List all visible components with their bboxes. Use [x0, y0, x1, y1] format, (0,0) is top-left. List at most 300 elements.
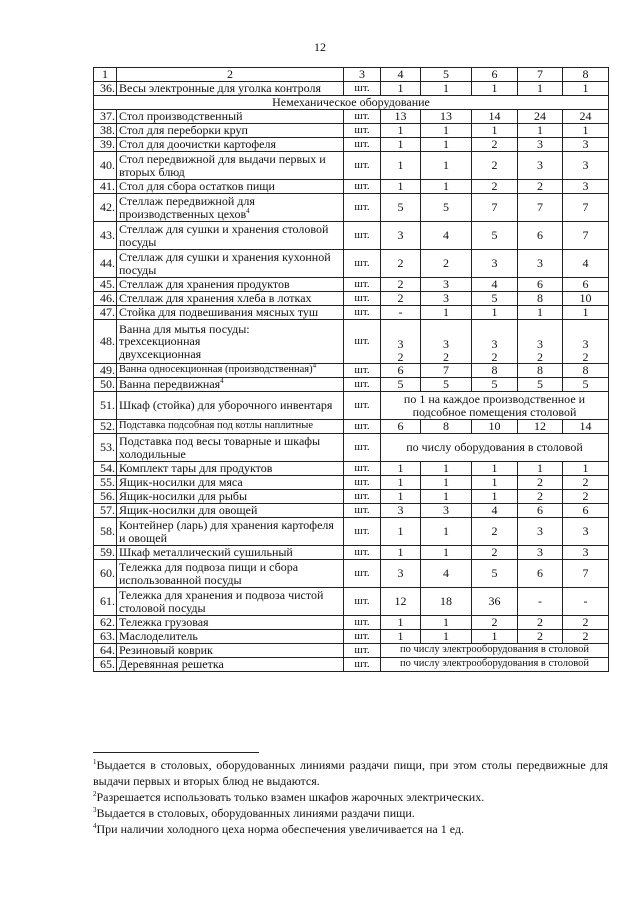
section-title: Немеханическое оборудование: [94, 96, 609, 110]
value-cell: 5: [472, 222, 518, 250]
row-number: 51.: [94, 392, 117, 420]
value-cell: 3: [518, 250, 563, 278]
row-number: 60.: [94, 560, 117, 588]
value-cell: 4: [472, 278, 518, 292]
item-name-text: Ящик-носилки для овощей: [119, 503, 258, 518]
page-number: 12: [314, 40, 326, 54]
value-cell: 1: [381, 616, 421, 630]
unit-cell: шт.: [344, 476, 381, 490]
footnote-text: Выдается в столовых, оборудованных линиями раздачи пищи, при этом столы передвижные для выдачи первых и вторых блюд не выдаются.: [93, 758, 608, 788]
footnote-1: [93, 757, 608, 789]
value-cell: 5: [421, 194, 472, 222]
unit-cell: шт.: [344, 180, 381, 194]
value-cell: 12: [381, 588, 421, 616]
value-cell: 7: [472, 194, 518, 222]
header-cell: 7: [518, 68, 563, 82]
table-row: [94, 124, 609, 138]
value-cell: 1: [472, 306, 518, 320]
item-name: [117, 476, 344, 490]
table-row: [94, 546, 609, 560]
item-name-text: Стеллаж для хранения хлеба в лотках: [119, 291, 312, 306]
unit-cell: шт.: [344, 222, 381, 250]
value-cell: 36: [472, 588, 518, 616]
value-cell: -: [563, 588, 609, 616]
item-subline: трехсекционная: [119, 334, 201, 349]
value-cell: 3: [381, 504, 421, 518]
value-cell: 3: [563, 180, 609, 194]
unit-cell: шт.: [344, 378, 381, 392]
item-name-text: Подставка под весы товарные и шкафы холодильные: [119, 434, 321, 461]
value-cell: 2: [472, 152, 518, 180]
value-cell: 2: [381, 292, 421, 306]
section-row: [94, 96, 609, 110]
value-cell: 2: [381, 250, 421, 278]
item-name: [117, 644, 344, 658]
item-name: [117, 278, 344, 292]
table-row: [94, 278, 609, 292]
value-cell: 1: [421, 546, 472, 560]
unit-cell: шт.: [344, 292, 381, 306]
unit-cell: шт.: [344, 110, 381, 124]
value-cell: 6: [381, 420, 421, 434]
value-cell: 2: [518, 490, 563, 504]
value-cell: 1: [518, 82, 563, 96]
value-cell: 2: [518, 630, 563, 644]
value-cell: 1: [421, 138, 472, 152]
item-name: [117, 504, 344, 518]
row-number: 61.: [94, 588, 117, 616]
value-cell: 8: [563, 364, 609, 378]
value-cell: 1: [518, 462, 563, 476]
item-name: [117, 292, 344, 306]
unit-cell: шт.: [344, 194, 381, 222]
row-number: 50.: [94, 378, 117, 392]
value-cell: 3 2: [563, 320, 609, 364]
item-name-text: Стол для сбора остатков пищи: [119, 179, 275, 194]
value-cell: 3: [563, 518, 609, 546]
footnote-mark: 3: [93, 806, 97, 814]
footnote-mark: 2: [93, 790, 97, 798]
value-cell: 3: [518, 152, 563, 180]
value-cell: 1: [421, 306, 472, 320]
item-subline: двухсекционная: [119, 346, 202, 361]
value-cell: 1: [472, 462, 518, 476]
item-name-text: Тележка для подвоза пищи и сбора использованной посуды: [119, 560, 299, 587]
table-row: [94, 392, 609, 420]
table-row: [94, 490, 609, 504]
unit-cell: шт.: [344, 644, 381, 658]
item-name-text: Контейнер (ларь) для хранения картофеля и овощей: [119, 518, 334, 545]
value-cell: 1: [472, 124, 518, 138]
value-cell: 1: [421, 616, 472, 630]
item-name-text: Ящик-носилки для мяса: [119, 475, 243, 490]
value-cell: 3: [518, 138, 563, 152]
item-name-text: Стол передвижной для выдачи первых и вторых блюд: [119, 152, 326, 179]
value-cell: 2: [472, 546, 518, 560]
value-cell: 4: [421, 560, 472, 588]
item-name: [117, 658, 344, 672]
item-name-text: Шкаф (стойка) для уборочного инвентаря: [119, 398, 333, 413]
value-cell: 1: [472, 82, 518, 96]
unit-cell: шт.: [344, 490, 381, 504]
value-cell: 1: [421, 476, 472, 490]
item-name: [117, 378, 344, 392]
table-row: [94, 378, 609, 392]
table-row: [94, 658, 609, 672]
item-name: [117, 138, 344, 152]
value-cell: 24: [563, 110, 609, 124]
item-name-text: Стеллаж для сушки и хранения столовой посуды: [119, 222, 329, 249]
equipment-table: [93, 67, 609, 672]
item-name: [117, 124, 344, 138]
item-name: [117, 434, 344, 462]
value-cell: 1: [421, 124, 472, 138]
span-value: по числу электрооборудования в столовой: [381, 658, 609, 672]
value-cell: 1: [421, 180, 472, 194]
item-name: [117, 462, 344, 476]
item-name: [117, 630, 344, 644]
value-cell: 1: [421, 630, 472, 644]
row-number: 63.: [94, 630, 117, 644]
unit-cell: шт.: [344, 420, 381, 434]
value-cell: 3: [563, 138, 609, 152]
value-cell: 3: [381, 222, 421, 250]
value-cell: 3: [421, 504, 472, 518]
value-cell: 5: [472, 560, 518, 588]
row-number: 46.: [94, 292, 117, 306]
value-cell: 7: [421, 364, 472, 378]
unit-cell: шт.: [344, 152, 381, 180]
item-name-text: Стеллаж для хранения продуктов: [119, 277, 290, 292]
item-name-text: Тележка грузовая: [119, 615, 209, 630]
value-cell: 2: [472, 180, 518, 194]
unit-cell: шт.: [344, 138, 381, 152]
value-cell: 14: [472, 110, 518, 124]
row-number: 38.: [94, 124, 117, 138]
value-cell: 1: [421, 518, 472, 546]
row-number: 43.: [94, 222, 117, 250]
table-row: [94, 630, 609, 644]
item-name-text: Маслоделитель: [119, 629, 198, 644]
row-number: 62.: [94, 616, 117, 630]
table-row: [94, 560, 609, 588]
value-cell: 2: [518, 180, 563, 194]
value-cell: 3: [472, 250, 518, 278]
item-name-text: Стойка для подвешивания мясных туш: [119, 305, 319, 320]
footnote-ref: 4: [312, 363, 317, 370]
footnote-ref: 4: [246, 206, 250, 215]
value-cell: 1: [381, 546, 421, 560]
value-cell: 3: [421, 278, 472, 292]
table-row: [94, 616, 609, 630]
header-cell: 4: [381, 68, 421, 82]
item-name: [117, 320, 344, 364]
value-cell: 1: [381, 152, 421, 180]
unit-cell: шт.: [344, 250, 381, 278]
value-cell: 4: [563, 250, 609, 278]
footnotes: [93, 757, 608, 837]
unit-cell: шт.: [344, 392, 381, 420]
value-cell: 2: [563, 630, 609, 644]
item-name: [117, 518, 344, 546]
unit-cell: шт.: [344, 124, 381, 138]
item-name: [117, 490, 344, 504]
item-name-text: Стол производственный: [119, 109, 243, 124]
value-cell: 6: [518, 222, 563, 250]
value-cell: 5: [563, 378, 609, 392]
span-value: по числу электрооборудования в столовой: [381, 644, 609, 658]
value-cell: 1: [381, 630, 421, 644]
header-cell: 8: [563, 68, 609, 82]
table-row: [94, 138, 609, 152]
row-number: 56.: [94, 490, 117, 504]
footnote-2: [93, 789, 608, 805]
value-cell: 5: [421, 378, 472, 392]
row-number: 54.: [94, 462, 117, 476]
row-number: 59.: [94, 546, 117, 560]
value-cell: 7: [563, 560, 609, 588]
span-value: по числу оборудования в столовой: [381, 434, 609, 462]
value-cell: 6: [563, 504, 609, 518]
item-name-text: Резиновый коврик: [119, 643, 213, 658]
unit-cell: шт.: [344, 546, 381, 560]
row-number: 58.: [94, 518, 117, 546]
unit-cell: шт.: [344, 518, 381, 546]
unit-cell: шт.: [344, 462, 381, 476]
value-cell: 3: [381, 560, 421, 588]
value-cell: 13: [381, 110, 421, 124]
value-cell: 7: [563, 194, 609, 222]
value-cell: 5: [381, 194, 421, 222]
value-cell: 1: [381, 490, 421, 504]
item-name-text: Стол для переборки круп: [119, 123, 248, 138]
item-name-text: Ванна односекционная (производственная): [119, 364, 313, 376]
value-cell: 6: [518, 504, 563, 518]
value-cell: 3: [518, 546, 563, 560]
table-row: [94, 518, 609, 546]
item-name: [117, 392, 344, 420]
value-cell: 3 2: [472, 320, 518, 364]
value-cell: 10: [563, 292, 609, 306]
footnote-rule: [93, 752, 259, 753]
value-cell: 1: [421, 152, 472, 180]
value-cell: 4: [472, 504, 518, 518]
row-number: 47.: [94, 306, 117, 320]
value-cell: 7: [563, 222, 609, 250]
footnote-text: Выдается в столовых, оборудованных линиями раздачи пищи.: [96, 806, 415, 820]
value-cell: 10: [472, 420, 518, 434]
table-row: [94, 462, 609, 476]
value-cell: 5: [472, 292, 518, 306]
footnote-4: [93, 821, 608, 837]
table-row: [94, 588, 609, 616]
value-cell: 1: [421, 462, 472, 476]
table-row: [94, 110, 609, 124]
value-cell: 1: [381, 82, 421, 96]
item-name: [117, 180, 344, 194]
value-cell: 13: [421, 110, 472, 124]
footnote-text: Разрешается использовать только взамен шкафов жарочных электрических.: [96, 790, 485, 804]
value-cell: 2: [472, 616, 518, 630]
value-cell: 6: [518, 278, 563, 292]
value-cell: -: [381, 306, 421, 320]
item-name: [117, 616, 344, 630]
row-number: 39.: [94, 138, 117, 152]
table-row: [94, 180, 609, 194]
row-number: 40.: [94, 152, 117, 180]
header-row: [94, 68, 609, 82]
table-row: [94, 504, 609, 518]
value-cell: 2: [518, 476, 563, 490]
row-number: 53.: [94, 434, 117, 462]
item-name-text: Стеллаж для сушки и хранения кухонной посуды: [119, 250, 331, 277]
table-row: [94, 292, 609, 306]
unit-cell: шт.: [344, 434, 381, 462]
table-row: [94, 222, 609, 250]
row-number: 42.: [94, 194, 117, 222]
value-cell: 8: [421, 420, 472, 434]
row-number: 45.: [94, 278, 117, 292]
unit-cell: шт.: [344, 320, 381, 364]
value-cell: 3 2: [381, 320, 421, 364]
item-name: [117, 250, 344, 278]
unit-cell: шт.: [344, 560, 381, 588]
value-cell: 2: [563, 476, 609, 490]
unit-cell: шт.: [344, 504, 381, 518]
item-name: [117, 560, 344, 588]
value-cell: 1: [518, 306, 563, 320]
footnote-text: При наличии холодного цеха норма обеспечения увеличивается на 1 ед.: [96, 822, 465, 836]
value-cell: 18: [421, 588, 472, 616]
span-value: по 1 на каждое производственное и подсобное помещения столовой: [381, 392, 609, 420]
unit-cell: шт.: [344, 658, 381, 672]
header-cell: 5: [421, 68, 472, 82]
value-cell: 14: [563, 420, 609, 434]
footnote-3: [93, 805, 608, 821]
value-cell: 2: [518, 616, 563, 630]
value-cell: 1: [563, 124, 609, 138]
table-row: [94, 320, 609, 364]
item-name-text: Ванна для мытья посуды:: [119, 321, 250, 336]
value-cell: 1: [381, 518, 421, 546]
value-cell: 3: [563, 152, 609, 180]
row-number: 64.: [94, 644, 117, 658]
value-cell: 1: [472, 630, 518, 644]
value-cell: 1: [472, 490, 518, 504]
value-cell: 3: [421, 292, 472, 306]
value-cell: 6: [518, 560, 563, 588]
item-name-text: Шкаф металлический сушильный: [119, 545, 293, 560]
value-cell: 1: [563, 82, 609, 96]
item-name: [117, 152, 344, 180]
value-cell: 5: [381, 378, 421, 392]
value-cell: 12: [518, 420, 563, 434]
value-cell: 1: [381, 476, 421, 490]
header-cell: 1: [94, 68, 117, 82]
table-row: [94, 152, 609, 180]
value-cell: 1: [421, 82, 472, 96]
footnote-mark: 4: [93, 822, 97, 830]
unit-cell: шт.: [344, 630, 381, 644]
footnote-ref: 4: [220, 377, 224, 386]
row-number: 48.: [94, 320, 117, 364]
item-name: [117, 546, 344, 560]
value-cell: 2: [381, 278, 421, 292]
row-number: 37.: [94, 110, 117, 124]
item-name-text: Подставка подсобная под котлы наплитные: [119, 420, 313, 432]
value-cell: 1: [381, 124, 421, 138]
item-name: [117, 222, 344, 250]
item-name: [117, 194, 344, 222]
unit-cell: шт.: [344, 278, 381, 292]
value-cell: 2: [563, 490, 609, 504]
table-row: [94, 194, 609, 222]
item-name: [117, 110, 344, 124]
row-number: 44.: [94, 250, 117, 278]
item-name-text: Ящик-носилки для рыбы: [119, 489, 248, 504]
row-number: 41.: [94, 180, 117, 194]
table-body: [94, 68, 609, 672]
table-row: [94, 476, 609, 490]
row-number: 55.: [94, 476, 117, 490]
value-cell: 1: [421, 490, 472, 504]
value-cell: 1: [472, 476, 518, 490]
row-number: 57.: [94, 504, 117, 518]
unit-cell: шт.: [344, 616, 381, 630]
value-cell: 8: [518, 364, 563, 378]
value-cell: 1: [563, 306, 609, 320]
item-name-text: Стол для доочистки картофеля: [119, 137, 276, 152]
value-cell: 2: [563, 616, 609, 630]
value-cell: 6: [563, 278, 609, 292]
value-cell: 1: [381, 180, 421, 194]
value-cell: 24: [518, 110, 563, 124]
value-cell: 1: [381, 138, 421, 152]
item-name-text: Комплект тары для продуктов: [119, 461, 273, 476]
value-cell: 2: [472, 138, 518, 152]
value-cell: 4: [421, 222, 472, 250]
value-cell: 6: [381, 364, 421, 378]
unit-cell: шт.: [344, 82, 381, 96]
value-cell: 3: [563, 546, 609, 560]
row-number: 36.: [94, 82, 117, 96]
value-cell: 1: [381, 462, 421, 476]
item-name-text: Стеллаж передвижной для производственных цехов: [119, 194, 255, 221]
item-name: [117, 420, 344, 434]
item-name-text: Тележка для хранения и подвоза чистой столовой посуды: [119, 588, 324, 615]
value-cell: 3 2: [421, 320, 472, 364]
row-number: 52.: [94, 420, 117, 434]
item-name: [117, 82, 344, 96]
value-cell: 2: [421, 250, 472, 278]
table-row: [94, 306, 609, 320]
table-row: [94, 82, 609, 96]
table-row: [94, 250, 609, 278]
row-number: 49.: [94, 364, 117, 378]
table-row: [94, 434, 609, 462]
item-name: [117, 306, 344, 320]
value-cell: 8: [518, 292, 563, 306]
table-row: [94, 420, 609, 434]
value-cell: -: [518, 588, 563, 616]
item-name-text: Весы электронные для уголка контроля: [119, 81, 321, 96]
unit-cell: шт.: [344, 588, 381, 616]
table-row: [94, 644, 609, 658]
value-cell: 3: [518, 518, 563, 546]
value-cell: 8: [472, 364, 518, 378]
value-cell: 1: [563, 462, 609, 476]
value-cell: 3 2: [518, 320, 563, 364]
